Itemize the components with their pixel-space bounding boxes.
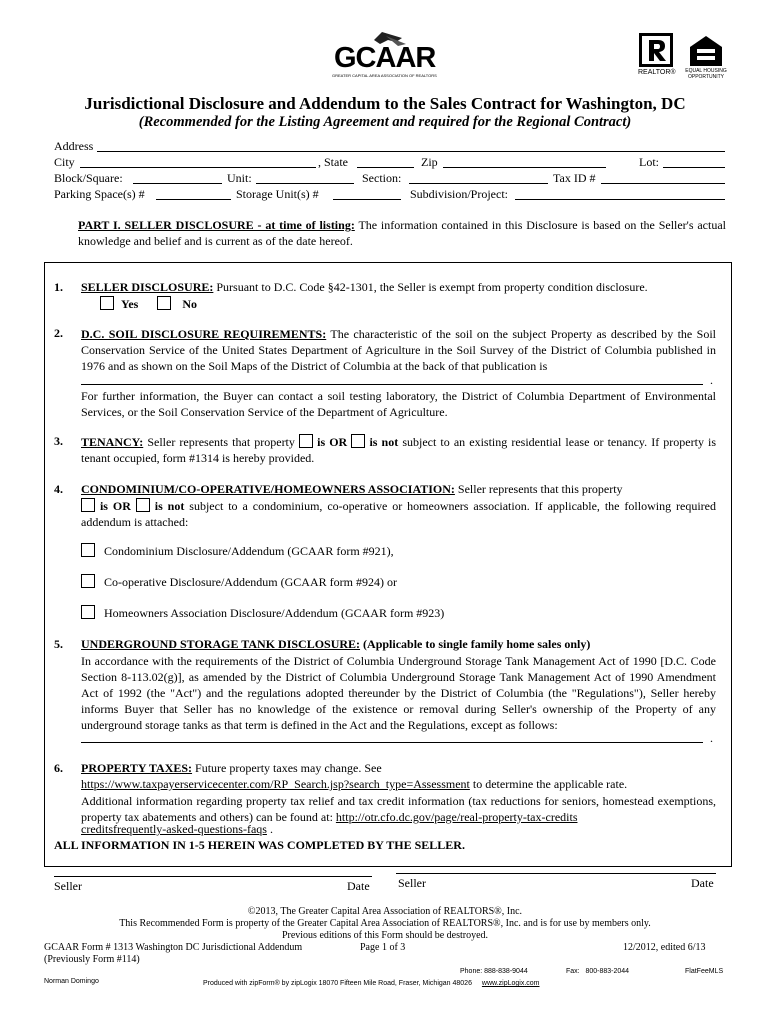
item2-text xyxy=(81,326,716,374)
equal-housing-logo xyxy=(684,34,728,80)
lot-field[interactable] xyxy=(663,167,725,168)
document-subtitle: (Recommended for the Listing Agreement and required for the Regional Contract) xyxy=(138,114,632,130)
tenancy-is-checkbox[interactable] xyxy=(299,434,313,448)
tax-id-label: Tax ID # xyxy=(553,171,596,185)
parking-label: Parking Space(s) # xyxy=(54,187,145,201)
item6-body-a: Future property taxes may change. See xyxy=(192,761,382,775)
unit-label: Unit: xyxy=(227,171,252,185)
item2-period: . xyxy=(710,373,713,387)
block-field[interactable] xyxy=(133,183,222,184)
flatfee-label: FlatFeeMLS xyxy=(685,968,724,975)
item3-number: 3. xyxy=(54,434,63,448)
hoa-is-or: is OR xyxy=(99,499,131,513)
item1-number: 1. xyxy=(54,280,63,294)
address-field[interactable] xyxy=(97,151,725,152)
item3-heading: TENANCY: xyxy=(81,435,144,449)
city-row xyxy=(54,155,75,170)
item2-number: 2. xyxy=(54,326,63,340)
item6-line1 xyxy=(81,761,721,776)
condo-option xyxy=(81,543,394,559)
ust-exceptions-field[interactable] xyxy=(81,742,703,743)
item1-text xyxy=(81,280,721,295)
no-checkbox[interactable] xyxy=(157,296,171,310)
item6-line2 xyxy=(81,777,721,792)
coop-option xyxy=(81,574,397,590)
item5-heading: UNDERGROUND STORAGE TANK DISCLOSURE: xyxy=(81,637,361,651)
seller-label-left: Seller xyxy=(54,879,82,893)
item5-number: 5. xyxy=(54,637,63,651)
item2-text2: For further information, the Buyer can contact a soil testing laboratory, the District of Columbia Department of Environmental Services, or the Soil Conservation Service of the Department of Agriculture. xyxy=(81,389,716,419)
subdivision-label: Subdivision/Project: xyxy=(410,187,509,201)
item1-options xyxy=(100,296,197,312)
fax: Fax: 800-883-2044 xyxy=(566,968,630,975)
phone: Phone: 888-838-9044 xyxy=(460,968,528,975)
seller-signature-line-right[interactable] xyxy=(396,873,716,874)
footer-notice2: Previous editions of this Form should be destroyed. xyxy=(281,930,489,941)
no-label: No xyxy=(182,297,198,311)
zip-field[interactable] xyxy=(443,167,606,168)
date-label-right: Date xyxy=(691,876,714,890)
part1-paragraph xyxy=(78,217,726,249)
storage-field[interactable] xyxy=(333,199,401,200)
storage-label: Storage Unit(s) # xyxy=(236,187,319,201)
hoa-is-not: is not xyxy=(154,499,185,513)
item4-body-a: Seller represents that this property xyxy=(454,482,623,496)
item6-text xyxy=(81,793,716,825)
tax-id-field[interactable] xyxy=(601,183,725,184)
address-row xyxy=(54,139,93,154)
item5-text: In accordance with the requirements of the District of Columbia Underground Storage Tank Management Act of 1990 [D.C. Code Section 8-113.02(g)], as amended by the District of Columbia Underground Storage Tank Management Act of 1990 Amendment Act of 1992 (the "Act") and the regulations adopted thereunder by the District of Columbia (the "Regulations"), Seller hereby informs Buyer that Seller has no knowledge of the existence or removal during Seller's ownership of the Property of any underground storage tanks as that term is defined in the Act and the Regulations, except as follows: xyxy=(81,654,716,732)
state-field[interactable] xyxy=(357,167,414,168)
subdivision-field[interactable] xyxy=(515,199,725,200)
previously-form: (Previously Form #114) xyxy=(44,954,140,965)
city-label: City xyxy=(54,155,75,169)
yes-checkbox[interactable] xyxy=(100,296,114,310)
tenancy-is-or: is OR xyxy=(317,435,348,449)
item4-line1 xyxy=(81,482,721,497)
item4-body-b: subject to a condominium, co-operative or homeowners association. If applicable, the following required addendum is attached: xyxy=(81,499,716,529)
parking-row xyxy=(54,187,145,202)
tenancy-is-not-checkbox[interactable] xyxy=(351,434,365,448)
part1-text: The information contained in this Disclosure is based on the Seller's actual knowledge and belief and is current as of the date hereof. xyxy=(78,218,726,248)
equal-housing-icon xyxy=(688,34,724,68)
lot-label: Lot: xyxy=(639,155,659,169)
item4-number: 4. xyxy=(54,482,63,496)
item3-body-b: subject to an existing residential lease or tenancy. If property is tenant occupied, form #1314 is hereby provided. xyxy=(81,435,717,465)
hoa-option xyxy=(81,605,444,621)
item3-body-a: Seller represents that property xyxy=(143,435,295,449)
item6-line4 xyxy=(81,822,273,837)
item5-line1 xyxy=(81,637,721,652)
date-label-left: Date xyxy=(347,879,370,893)
soil-description-field[interactable] xyxy=(81,384,703,385)
yes-label: Yes xyxy=(121,297,139,311)
copyright: ©2013, The Greater Capital Area Association of REALTORS®, Inc. xyxy=(247,906,523,917)
footer-notice1: This Recommended Form is property of the Greater Capital Area Association of REALTORS®, Inc. and is for use by members only. xyxy=(119,918,651,929)
item2-heading: D.C. SOIL DISCLOSURE REQUIREMENTS: xyxy=(81,327,327,341)
tax-credits-link-cont[interactable]: creditsfrequently-asked-questions-faqs xyxy=(81,822,267,836)
seller-signature-line-left[interactable] xyxy=(54,876,372,877)
item4-heading: CONDOMINIUM/CO-OPERATIVE/HOMEOWNERS ASSOCIATION: xyxy=(81,482,455,496)
document-title: Jurisdictional Disclosure and Addendum to the Sales Contract for Washington, DC xyxy=(84,94,686,113)
section-label: Section: xyxy=(362,171,402,185)
tax-credits-link[interactable]: http://otr.cfo.dc.gov/page/real-property-tax-credits xyxy=(335,810,578,824)
produced-text: Produced with zipForm® by zipLogix 18070 Fifteen Mile Road, Fraser, Michigan 48026 xyxy=(203,980,472,987)
section-field[interactable] xyxy=(409,183,548,184)
zip-label: Zip xyxy=(421,155,438,169)
realtor-label: REALTOR® xyxy=(638,69,676,76)
coop-checkbox[interactable] xyxy=(81,574,95,588)
item4-text xyxy=(81,498,716,530)
agent-name: Norman Domingo xyxy=(44,978,99,985)
tax-assessment-link[interactable]: https://www.taxpayerservicecenter.com/RP_Search.jsp?search_type=Assessment xyxy=(81,777,470,791)
state-label: , State xyxy=(318,155,348,169)
form-id: GCAAR Form # 1313 Washington DC Jurisdictional Addendum xyxy=(44,942,303,953)
item2-body: The characteristic of the soil on the subject Property as described by the Soil Conservation Service of the United States Department of Agriculture in the Soil Survey of the District of Columbia published in 1976 and as shown on the Soil Maps of the District of Columbia at the back of that publication is xyxy=(81,327,716,373)
item6-number: 6. xyxy=(54,761,63,775)
hoa-checkbox[interactable] xyxy=(81,605,95,619)
hoa-option-label: Homeowners Association Disclosure/Addendum (GCAAR form #923) xyxy=(104,606,445,620)
city-field[interactable] xyxy=(80,167,316,168)
tenancy-is-not: is not xyxy=(369,435,399,449)
block-row xyxy=(54,171,123,186)
logo-subtext: GREATER CAPITAL AREA ASSOCIATION OF REALTORS xyxy=(332,73,437,78)
item1-heading: SELLER DISCLOSURE: xyxy=(81,280,214,294)
item6-heading: PROPERTY TAXES: xyxy=(81,761,193,775)
produced-with xyxy=(203,980,540,987)
item6-body-d: . xyxy=(266,822,273,836)
condo-checkbox[interactable] xyxy=(81,543,95,557)
equal-housing-label: EQUAL HOUSING OPPORTUNITY xyxy=(685,68,727,80)
hoa-is-checkbox[interactable] xyxy=(81,498,95,512)
seller-label-right: Seller xyxy=(398,876,426,890)
realtor-r-icon xyxy=(638,32,674,68)
part1-heading: PART I. SELLER DISCLOSURE - at time of listing: xyxy=(78,218,355,232)
realtor-logo xyxy=(638,32,678,80)
item6-body-b: to determine the applicable rate. xyxy=(469,777,628,791)
hoa-is-not-checkbox[interactable] xyxy=(136,498,150,512)
all-info-statement: ALL INFORMATION IN 1-5 HEREIN WAS COMPLETED BY THE SELLER. xyxy=(54,838,465,852)
form-edition: 12/2012, edited 6/13 xyxy=(623,942,706,953)
ziplogix-link[interactable]: www.zipLogix.com xyxy=(481,980,540,987)
item6-body-c: Additional information regarding property tax relief and tax credit information (tax reductions for seniors, homestead exemptions, property tax abatements and others) can be found at: xyxy=(81,794,716,824)
gcaar-logo xyxy=(330,28,440,82)
unit-field[interactable] xyxy=(256,183,354,184)
parking-field[interactable] xyxy=(156,199,231,200)
item3-text xyxy=(81,434,716,466)
item1-body: Pursuant to D.C. Code §42-1301, the Seller is exempt from property condition disclosure. xyxy=(213,280,648,294)
item5-heading-b: (Applicable to single family home sales only) xyxy=(360,637,591,651)
condo-option-label: Condominium Disclosure/Addendum (GCAAR form #921), xyxy=(104,544,394,558)
logo-text: GCAAR xyxy=(334,42,436,74)
item5-period: . xyxy=(710,731,713,745)
coop-option-label: Co-operative Disclosure/Addendum (GCAAR form #924) or xyxy=(104,575,397,589)
page-number: Page 1 of 3 xyxy=(360,942,406,953)
block-label: Block/Square: xyxy=(54,171,123,185)
address-label: Address xyxy=(54,139,94,153)
